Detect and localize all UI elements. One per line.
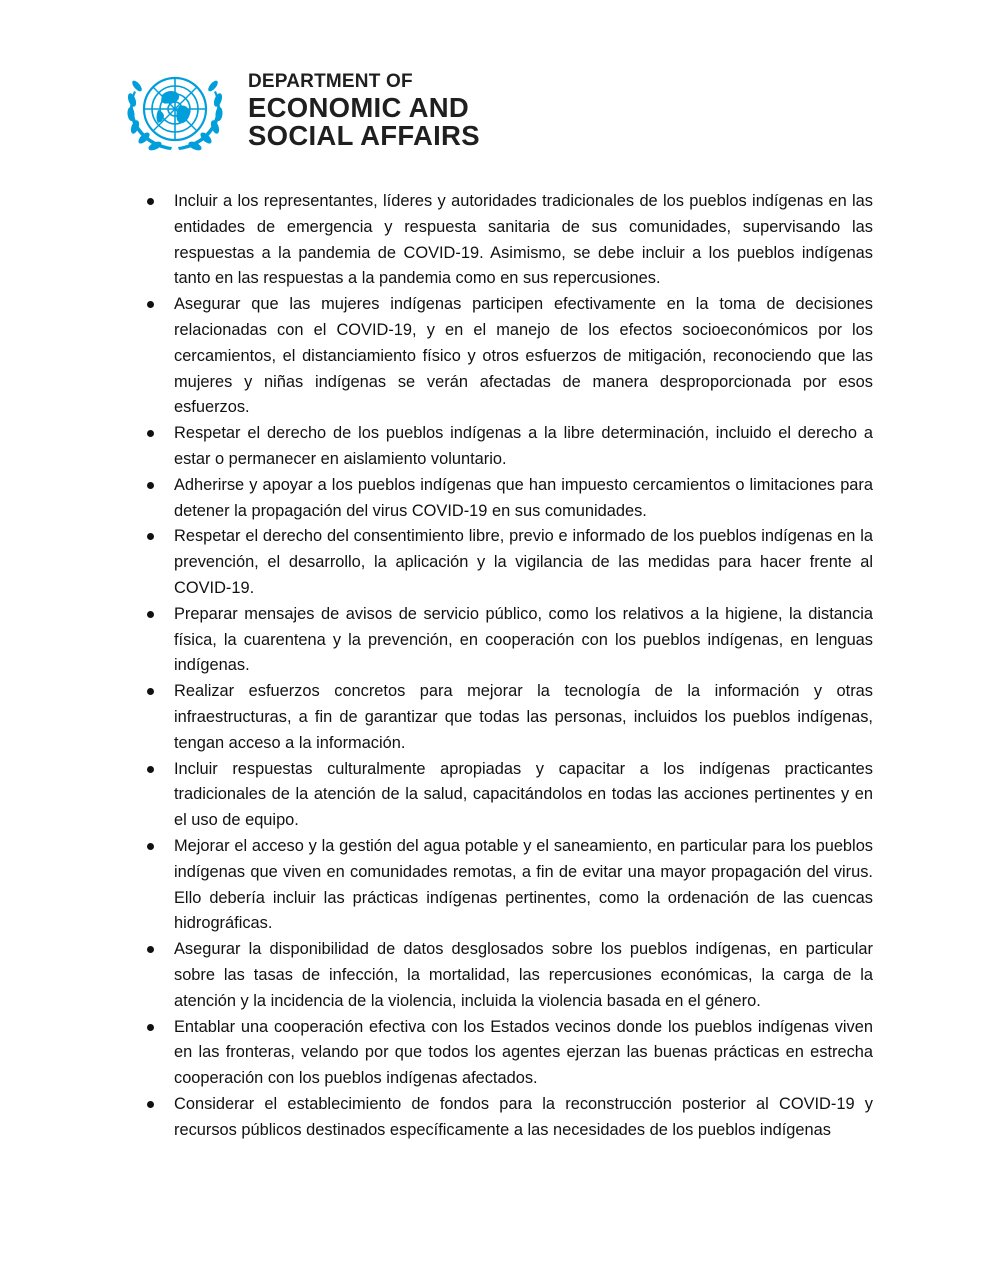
list-item-text: Incluir a los representantes, líderes y autoridades tradicionales de los pueblos indígenas en las entidades de emergencia y respuesta sanitaria de sus comunidades, supervisando las respuestas a la pandemia de COVID-19. Asimismo, se debe incluir a los pueblos indígenas tanto en las respuestas a la pandemia como en sus repercusiones. xyxy=(174,192,873,288)
list-item-text: Respetar el derecho de los pueblos indígenas a la libre determinación, incluido el derecho a estar o permanecer en aislamiento voluntario. xyxy=(174,424,873,468)
bullet-icon xyxy=(147,766,154,773)
list-item xyxy=(146,189,873,292)
list-item-text: Adherirse y apoyar a los pueblos indígenas que han impuesto cercamientos o limitaciones para detener la propagación del virus COVID-19 en sus comunidades. xyxy=(174,475,873,520)
un-emblem-icon xyxy=(122,62,228,160)
department-line-1: DEPARTMENT OF xyxy=(248,70,413,92)
list-item xyxy=(146,679,873,756)
list-item-text: Incluir respuestas culturalmente apropiadas y capacitar a los indígenas practicantes tradicionales de la atención de la salud, capacitándolos en todas las acciones pertinentes y en el uso de equipo. xyxy=(174,759,873,830)
bullet-icon xyxy=(147,611,154,618)
list-item xyxy=(146,421,873,473)
list-item xyxy=(146,1092,873,1144)
department-name xyxy=(248,72,480,151)
list-item-text: Preparar mensajes de avisos de servicio público, como los relativos a la higiene, la distancia física, la cuarentena y la prevención, en cooperación con los pueblos indígenas, en lenguas indígenas. xyxy=(174,604,873,675)
list-item xyxy=(146,473,873,525)
bullet-icon xyxy=(147,301,154,308)
list-item xyxy=(146,834,873,937)
bullet-icon xyxy=(147,430,154,437)
document-body xyxy=(146,189,873,1143)
department-line-2: ECONOMIC AND xyxy=(248,91,470,123)
bullet-icon xyxy=(147,198,154,205)
list-item-text: Entablar una cooperación efectiva con los Estados vecinos donde los pueblos indígenas viven en las fronteras, velando por que todos los agentes ejerzan las buenas prácticas en estrecha cooperación con los pueblos indígenas afectados. xyxy=(174,1017,873,1088)
list-item-text: Mejorar el acceso y la gestión del agua potable y el saneamiento, en particular para los pueblos indígenas que viven en comunidades remotas, a fin de evitar una mayor propagación del virus. Ello debería incluir las prácticas indígenas pertinentes, como la ordenación de las cuencas hidrográficas. xyxy=(174,836,873,933)
list-item-text: Respetar el derecho del consentimiento libre, previo e informado de los pueblos indígenas en la prevención, el desarrollo, la aplicación y la vigilancia de las medidas para hacer frente al COVID-19. xyxy=(174,527,873,597)
list-item xyxy=(146,292,873,421)
recommendation-list xyxy=(146,189,873,1143)
list-item xyxy=(146,524,873,601)
bullet-icon xyxy=(147,533,154,540)
list-item xyxy=(146,757,873,834)
bullet-icon xyxy=(147,1101,154,1108)
list-item-text: Realizar esfuerzos concretos para mejorar la tecnología de la información y otras infraestructuras, a fin de garantizar que todas las personas, incluidos los pueblos indígenas, tengan acceso a la información. xyxy=(174,682,873,752)
list-item-text: Asegurar la disponibilidad de datos desglosados sobre los pueblos indígenas, en particular sobre las tasas de infección, la mortalidad, las repercusiones económicas, la carga de la atención y la incidencia de la violencia, incluida la violencia basada en el género. xyxy=(174,940,873,1010)
list-item xyxy=(146,937,873,1014)
page-header xyxy=(122,62,480,160)
bullet-icon xyxy=(147,688,154,695)
list-item-text: Considerar el establecimiento de fondos para la reconstrucción posterior al COVID-19 y recursos públicos destinados específicamente a las necesidades de los pueblos indígenas xyxy=(174,1094,873,1139)
bullet-icon xyxy=(147,946,154,953)
list-item xyxy=(146,602,873,679)
bullet-icon xyxy=(147,1024,154,1031)
list-item-text: Asegurar que las mujeres indígenas participen efectivamente en la toma de decisiones relacionadas con el COVID-19, y en el manejo de los efectos socioeconómicos por los cercamientos, el distanciamiento físico y otros esfuerzos de mitigación, reconociendo que las mujeres y niñas indígenas se verán afectadas de manera desproporcionada por esos esfuerzos. xyxy=(174,295,873,417)
department-line-3: SOCIAL AFFAIRS xyxy=(248,120,480,151)
list-item xyxy=(146,1015,873,1092)
bullet-icon xyxy=(147,843,154,850)
bullet-icon xyxy=(147,482,154,489)
